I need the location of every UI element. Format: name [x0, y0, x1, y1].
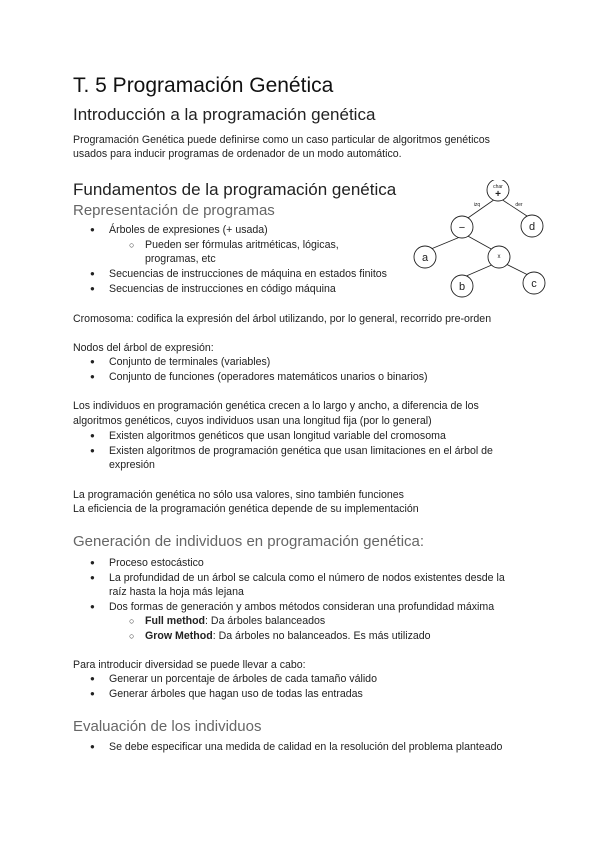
list-item: ● Proceso estocástico	[109, 556, 204, 570]
cromosoma-paragraph: Cromosoma: codifica la expresión del árbol utilizando, por lo general, recorrido pre-orden	[73, 313, 492, 325]
fundamentos-heading: Fundamentos de la programación genética	[73, 180, 397, 199]
tree-right-edge-label: der	[515, 202, 523, 208]
tree-root-symbol: +	[495, 189, 501, 200]
list-item: ● Secuencias de instrucciones de máquina en estados finitos	[109, 267, 387, 281]
individuos-paragraph-line1: Los individuos en programación genética crecen a lo largo y ancho, a diferencia de los	[73, 400, 479, 412]
tree-left-edge-label: izq	[473, 202, 481, 208]
intro-paragraph-line1: Programación Genética puede definirse como un caso particular de algoritmos genéticos	[73, 134, 490, 146]
full-method-label: Full method	[145, 615, 206, 627]
list-item: ● Existen algoritmos genéticos que usan longitud variable del cromosoma	[109, 429, 446, 443]
grow-method-text: : Da árboles no balanceados. Es más utilizado	[212, 630, 431, 642]
list-item: ● Existen algoritmos de programación genética que usan limitaciones en el árbol de	[109, 444, 493, 458]
list-item-continuation: programas, etc	[145, 253, 216, 265]
list-item: ● La profundidad de un árbol se calcula como el número de nodos existentes desde la	[109, 571, 505, 585]
valores-paragraph: La programación genética no sólo usa valores, sino también funciones	[73, 489, 404, 501]
list-item: ● Secuencias de instrucciones en código máquina	[109, 282, 336, 296]
list-item	[145, 629, 431, 643]
list-item: ● Árboles de expresiones (+ usada)	[109, 223, 268, 237]
tree-root-label: char	[493, 184, 503, 190]
page-title: T. 5 Programación Genética	[73, 74, 334, 97]
tree-d-label: d	[528, 221, 536, 233]
grow-method-label: Grow Method	[145, 630, 213, 642]
tree-times-symbol: x	[497, 254, 501, 260]
intro-heading: Introducción a la programación genética	[73, 105, 376, 124]
full-method-text: : Da árboles balanceados	[205, 615, 326, 627]
list-item-continuation: expresión	[109, 459, 155, 471]
tree-c-label: c	[531, 278, 537, 290]
eficiencia-paragraph: La eficiencia de la programación genética depende de su implementación	[73, 503, 419, 515]
evaluacion-heading: Evaluación de los individuos	[73, 718, 262, 735]
list-item: ● Conjunto de terminales (variables)	[109, 355, 270, 369]
list-item: ● Generar árboles que hagan uso de todas las entradas	[109, 687, 363, 701]
list-item: ● Conjunto de funciones (operadores matemáticos unarios o binarios)	[109, 370, 428, 384]
individuos-paragraph-line2: algoritmos genéticos, cuyos individuos usan una longitud fija (por lo general)	[73, 415, 432, 427]
list-item: ● Se debe especificar una medida de calidad en la resolución del problema planteado	[109, 740, 502, 754]
generacion-heading: Generación de individuos en programación genética:	[73, 533, 425, 550]
tree-minus-symbol: −	[458, 222, 466, 234]
list-item-continuation: raíz hasta la hoja más lejana	[109, 586, 244, 598]
nodos-intro: Nodos del árbol de expresión:	[73, 342, 214, 354]
list-item: ● Generar un porcentaje de árboles de cada tamaño válido	[109, 672, 377, 686]
diversidad-intro: Para introducir diversidad se puede llevar a cabo:	[73, 659, 306, 671]
tree-a-label: a	[421, 252, 429, 264]
intro-paragraph-line2: usados para inducir programas de ordenador de un modo automático.	[73, 148, 402, 160]
tree-b-label: b	[458, 281, 466, 293]
representacion-heading: Representación de programas	[73, 202, 275, 219]
list-item	[145, 614, 325, 628]
expression-tree-diagram	[408, 180, 558, 300]
list-item: ● Dos formas de generación y ambos métodos consideran una profundidad máxima	[109, 600, 494, 614]
list-item: ○ Pueden ser fórmulas aritméticas, lógicas,	[145, 238, 339, 252]
